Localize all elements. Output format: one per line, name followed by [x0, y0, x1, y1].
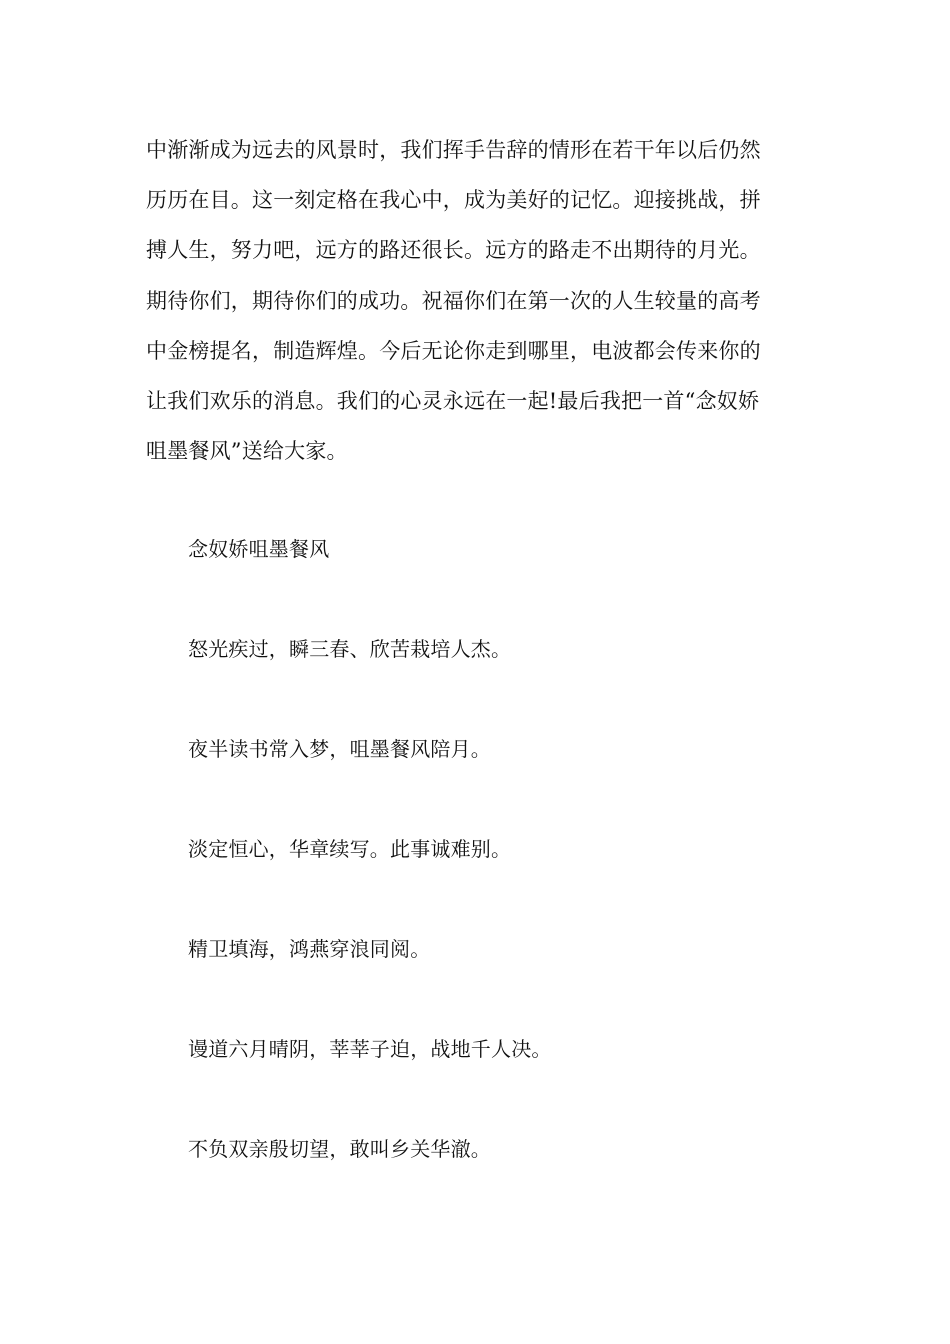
poem-line: 谩道六月晴阴，莘莘子迫，战地千人决。	[188, 1037, 552, 1061]
paragraph-line: 中渐渐成为远去的风景时，我们挥手告辞的情形在若干年以后仍然	[146, 138, 761, 162]
poem-line: 淡定恒心，华章续写。此事诚难别。	[188, 837, 512, 861]
paragraph-line: 让我们欢乐的消息。我们的心灵永远在一起!最后我把一首“念奴娇	[146, 389, 760, 413]
poem-line: 精卫填海，鸿燕穿浪同阅。	[188, 937, 431, 961]
paragraph-line: 历历在目。这一刻定格在我心中，成为美好的记忆。迎接挑战，拼	[146, 188, 761, 212]
paragraph-line: 咀墨餐风”送给大家。	[146, 439, 348, 463]
poem-line: 不负双亲殷切望，敢叫乡关华澈。	[188, 1137, 491, 1161]
poem-line: 怒光疾过，瞬三春、欣苦栽培人杰。	[188, 637, 512, 661]
poem-title: 念奴娇咀墨餐风	[188, 537, 330, 561]
paragraph-line: 中金榜提名，制造辉煌。今后无论你走到哪里，电波都会传来你的	[146, 339, 761, 363]
poem-line: 夜半读书常入梦，咀墨餐风陪月。	[188, 737, 491, 761]
paragraph-line: 期待你们，期待你们的成功。祝福你们在第一次的人生较量的高考	[146, 289, 761, 313]
paragraph-line: 搏人生，努力吧，远方的路还很长。远方的路走不出期待的月光。	[146, 238, 761, 262]
